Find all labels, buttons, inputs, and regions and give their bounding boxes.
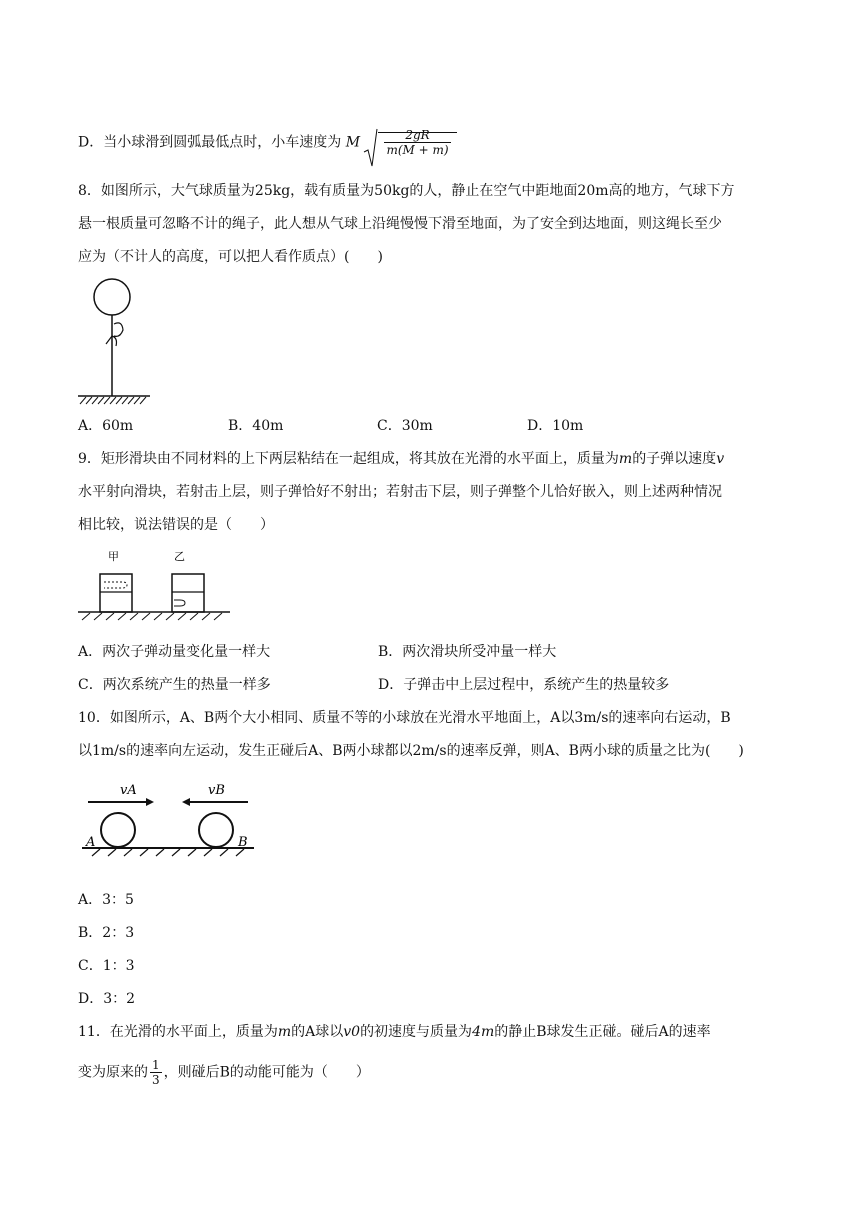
q9-line-1-part-b: 的子弹以速度 — [632, 451, 717, 467]
q11-fraction-denominator: 3 — [152, 1073, 160, 1087]
sqrt-sign-icon — [364, 128, 378, 168]
q11-line-2-part-b: ，则碰后B的动能可能为（ ） — [163, 1064, 370, 1081]
q9-option-c: C．两次系统产生的热量一样多 — [78, 677, 271, 693]
q8-option-d: D．10m — [527, 418, 584, 434]
q11-line-1-part-c: 的初速度与质量为 — [360, 1024, 473, 1040]
q10-line-1: 10．如图所示，A、B两个大小相同、质量不等的小球放在光滑水平地面上，A以3m/s的速率向右运动，B — [78, 710, 731, 726]
q9-option-a: A．两次子弹动量变化量一样大 — [78, 644, 271, 660]
collision-figure — [78, 778, 258, 868]
q11-line-1-part-b: 的A球以 — [291, 1024, 344, 1040]
fig-label-yi: 乙 — [174, 550, 185, 563]
q9-line-1-part-a: 9．矩形滑块由不同材料的上下两层粘结在一起组成，将其放在光滑的水平面上，质量为 — [78, 451, 619, 467]
fig-label-vb: vB — [208, 783, 225, 798]
q10-option-c: C．1：3 — [78, 958, 135, 974]
q10-line-2: 以1m/s的速率向左运动，发生正碰后A、B两小球都以2m/s的速率反弹，则A、B两小球的质量之比为( ) — [78, 743, 744, 759]
fig-label-b: B — [238, 835, 248, 850]
q7-option-d-mass: M — [345, 134, 361, 151]
q9-line-2: 水平射向滑块，若射击上层，则子弹恰好不射出；若射击下层，则子弹整个儿恰好嵌入，则上述两种情况 — [78, 484, 722, 500]
q9-velocity-symbol: v — [716, 451, 725, 467]
q11-fraction-numerator: 1 — [152, 1058, 160, 1072]
blocks-figure — [78, 548, 238, 628]
q9-mass-symbol: m — [618, 451, 633, 467]
q11-line-2-part-a: 变为原来的 — [78, 1064, 148, 1081]
q11-line-1-part-d: 的静止B球发生正碰。碰后A的速率 — [494, 1024, 711, 1040]
q8-line-1: 8．如图所示，大气球质量为25kg，载有质量为50kg的人，静止在空气中距地面20m高的地方，气球下方 — [78, 183, 735, 199]
q10-option-d: D．3：2 — [78, 991, 136, 1007]
q7-option-d — [78, 128, 457, 157]
q8-option-a: A．60m — [78, 418, 134, 434]
q7-fraction-denominator: m(M + m) — [386, 143, 449, 157]
q9-line-1 — [78, 449, 724, 469]
q9-line-3: 相比较，说法错误的是（ ） — [78, 517, 274, 533]
fig-label-va: vA — [120, 783, 137, 798]
q8-option-b: B．40m — [228, 418, 284, 434]
q8-line-3: 应为（不计人的高度，可以把人看作质点）( ) — [78, 249, 383, 265]
q7-sqrt-expression — [364, 128, 456, 157]
balloon-figure — [78, 276, 158, 408]
q11-line-1 — [78, 1022, 711, 1042]
q11-initial-velocity-symbol: v0 — [343, 1024, 361, 1040]
q10-option-b: B．2：3 — [78, 925, 135, 941]
fig-label-a: A — [86, 835, 96, 850]
q10-option-a: A．3：5 — [78, 892, 134, 908]
q8-line-2: 悬一根质量可忽略不计的绳子，此人想从气球上沿绳慢慢下滑至地面，为了安全到达地面，则这绳长至少 — [78, 216, 722, 232]
q8-option-c: C．30m — [377, 418, 433, 434]
fig-label-jia: 甲 — [108, 550, 119, 563]
q11-mass-symbol: m — [277, 1024, 292, 1040]
q7-fraction-numerator: 2gR — [384, 128, 450, 143]
q11-line-2 — [78, 1058, 370, 1087]
q11-line-1-part-a: 11．在光滑的水平面上，质量为 — [78, 1024, 278, 1040]
q9-option-b: B．两次滑块所受冲量一样大 — [378, 644, 557, 660]
q11-4m-symbol: 4m — [472, 1024, 495, 1040]
q7-option-d-text: D．当小球滑到圆弧最低点时，小车速度为 — [78, 134, 342, 151]
q9-option-d: D．子弹击中上层过程中，系统产生的热量较多 — [378, 677, 670, 693]
